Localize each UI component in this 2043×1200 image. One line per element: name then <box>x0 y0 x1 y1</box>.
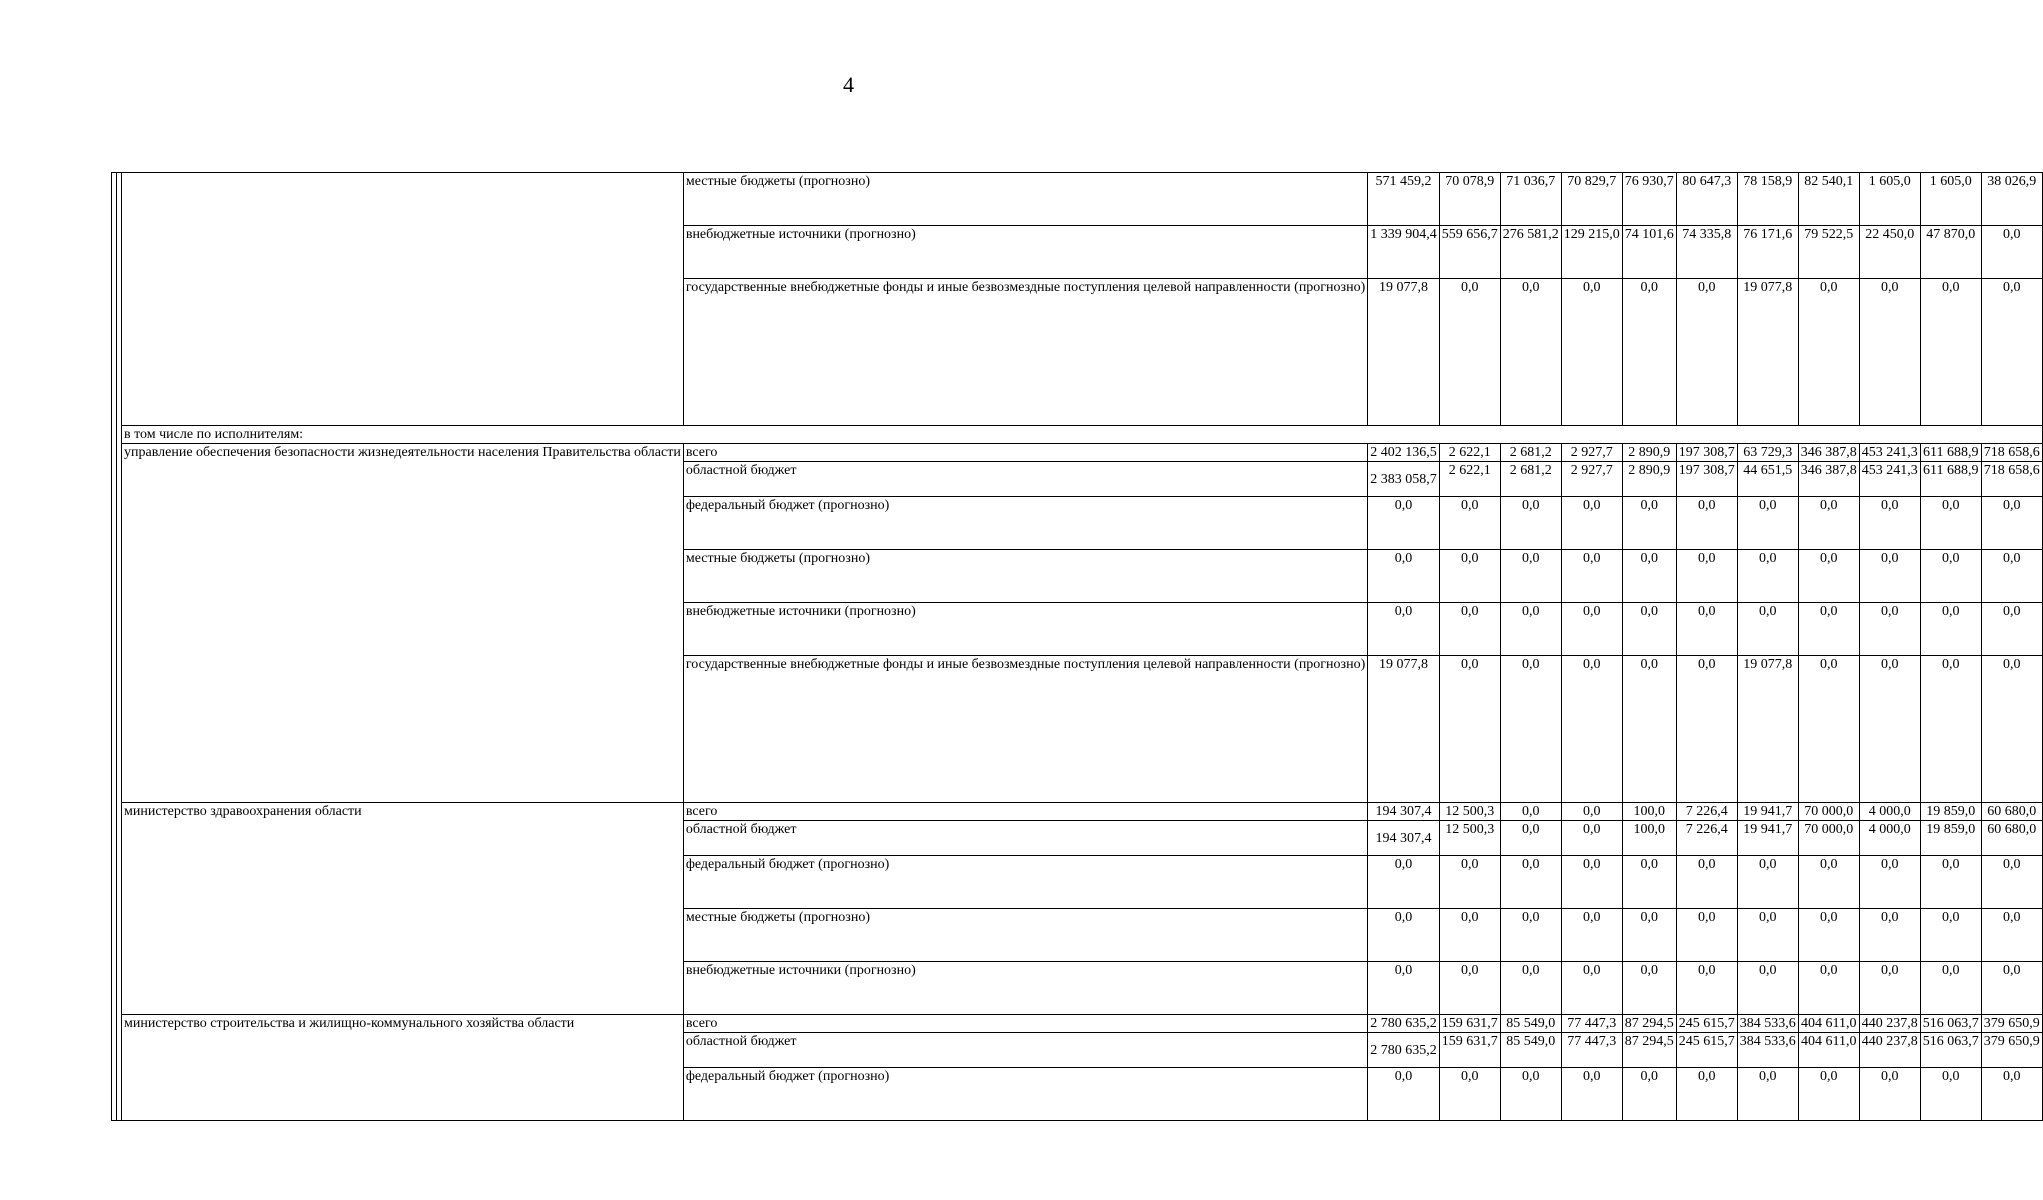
value-cell: 0,0 <box>1920 962 1981 1015</box>
value-cell: 1 605,0 <box>1859 173 1920 226</box>
value-cell: 0,0 <box>1859 856 1920 909</box>
value-cell: 0,0 <box>1981 856 2042 909</box>
value-cell: 0,0 <box>1798 550 1859 603</box>
value-cell: 0,0 <box>1981 909 2042 962</box>
value-cell: 0,0 <box>1798 856 1859 909</box>
funding-source-cell: федеральный бюджет (прогнозно) <box>683 856 1367 909</box>
value-cell: 0,0 <box>1859 909 1920 962</box>
value-cell: 0,0 <box>1676 603 1737 656</box>
value-cell: 44 651,5 <box>1737 462 1798 497</box>
value-cell: 0,0 <box>1561 279 1622 426</box>
value-cell: 19 077,8 <box>1368 279 1440 426</box>
value-cell: 2 780 635,2 <box>1368 1015 1440 1033</box>
value-cell: 1 339 904,4 <box>1368 226 1440 279</box>
value-cell: 0,0 <box>1859 1068 1920 1121</box>
value-cell: 1 605,0 <box>1920 173 1981 226</box>
value-cell: 453 241,3 <box>1859 462 1920 497</box>
value-cell: 70 000,0 <box>1798 803 1859 821</box>
value-cell: 197 308,7 <box>1676 444 1737 462</box>
value-cell: 60 680,0 <box>1981 803 2042 821</box>
value-cell: 22 450,0 <box>1859 226 1920 279</box>
value-cell: 0,0 <box>1920 1068 1981 1121</box>
value-cell: 0,0 <box>1920 909 1981 962</box>
value-cell: 0,0 <box>1737 550 1798 603</box>
funding-source-cell: областной бюджет <box>683 821 1367 856</box>
value-cell: 0,0 <box>1439 550 1500 603</box>
value-cell: 60 680,0 <box>1981 821 2042 856</box>
value-cell: 47 870,0 <box>1920 226 1981 279</box>
value-cell: 346 387,8 <box>1798 444 1859 462</box>
funding-source-cell: федеральный бюджет (прогнозно) <box>683 1068 1367 1121</box>
value-cell: 159 631,7 <box>1439 1015 1500 1033</box>
value-cell: 87 294,5 <box>1622 1033 1676 1068</box>
value-cell: 440 237,8 <box>1859 1033 1920 1068</box>
value-cell: 74 101,6 <box>1622 226 1676 279</box>
value-cell: 0,0 <box>1676 962 1737 1015</box>
value-cell: 0,0 <box>1622 1068 1676 1121</box>
value-cell: 0,0 <box>1981 226 2042 279</box>
value-cell: 379 650,9 <box>1981 1015 2042 1033</box>
value-cell: 0,0 <box>1920 279 1981 426</box>
value-cell: 70 000,0 <box>1798 821 1859 856</box>
value-cell: 2 681,2 <box>1500 462 1561 497</box>
value-cell: 4 000,0 <box>1859 803 1920 821</box>
value-cell: 19 941,7 <box>1737 821 1798 856</box>
value-cell: 404 611,0 <box>1798 1033 1859 1068</box>
value-cell: 0,0 <box>1561 656 1622 803</box>
value-cell: 0,0 <box>1676 909 1737 962</box>
value-cell: 2 890,9 <box>1622 444 1676 462</box>
value-cell: 0,0 <box>1981 656 2042 803</box>
value-cell: 2 681,2 <box>1500 444 1561 462</box>
value-cell: 0,0 <box>1798 279 1859 426</box>
table-row <box>112 173 2043 226</box>
value-cell: 0,0 <box>1859 550 1920 603</box>
value-cell: 19 077,8 <box>1737 279 1798 426</box>
value-cell: 0,0 <box>1500 909 1561 962</box>
value-cell: 0,0 <box>1439 1068 1500 1121</box>
value-cell: 79 522,5 <box>1798 226 1859 279</box>
value-cell: 0,0 <box>1676 1068 1737 1121</box>
value-cell: 0,0 <box>1981 497 2042 550</box>
value-cell: 19 077,8 <box>1737 656 1798 803</box>
funding-source-cell: внебюджетные источники (прогнозно) <box>683 962 1367 1015</box>
value-cell: 0,0 <box>1798 962 1859 1015</box>
value-cell: 76 171,6 <box>1737 226 1798 279</box>
funding-source-cell: внебюджетные источники (прогнозно) <box>683 603 1367 656</box>
value-cell: 4 000,0 <box>1859 821 1920 856</box>
value-cell: 0,0 <box>1500 821 1561 856</box>
value-cell: 611 688,9 <box>1920 462 1981 497</box>
funding-source-cell: всего <box>683 1015 1367 1033</box>
value-cell: 0,0 <box>1798 1068 1859 1121</box>
value-cell: 0,0 <box>1622 909 1676 962</box>
executors-heading: в том числе по исполнителям: <box>122 426 2043 444</box>
value-cell: 718 658,6 <box>1981 462 2042 497</box>
value-cell: 0,0 <box>1920 856 1981 909</box>
value-cell: 19 077,8 <box>1368 656 1440 803</box>
value-cell: 0,0 <box>1439 962 1500 1015</box>
value-cell: 0,0 <box>1981 279 2042 426</box>
value-cell: 0,0 <box>1500 603 1561 656</box>
value-cell: 0,0 <box>1368 603 1440 656</box>
budget-table <box>111 172 2043 1121</box>
value-cell: 0,0 <box>1737 1068 1798 1121</box>
value-cell: 440 237,8 <box>1859 1015 1920 1033</box>
value-cell: 82 540,1 <box>1798 173 1859 226</box>
table-row <box>112 444 2043 462</box>
value-cell: 0,0 <box>1500 962 1561 1015</box>
value-cell: 0,0 <box>1500 497 1561 550</box>
value-cell: 0,0 <box>1622 279 1676 426</box>
value-cell: 0,0 <box>1798 497 1859 550</box>
value-cell: 19 859,0 <box>1920 803 1981 821</box>
value-cell: 38 026,9 <box>1981 173 2042 226</box>
value-cell: 0,0 <box>1737 856 1798 909</box>
value-cell: 245 615,7 <box>1676 1015 1737 1033</box>
table-row <box>112 1015 2043 1033</box>
executor-cell: управление обеспечения безопасности жизнедеятельности населения Правительства области <box>122 444 684 803</box>
value-cell: 0,0 <box>1920 656 1981 803</box>
value-cell: 0,0 <box>1439 856 1500 909</box>
value-cell: 0,0 <box>1676 656 1737 803</box>
value-cell: 0,0 <box>1859 656 1920 803</box>
value-cell: 0,0 <box>1737 909 1798 962</box>
value-cell: 77 447,3 <box>1561 1033 1622 1068</box>
value-cell: 194 307,4 <box>1368 803 1440 821</box>
value-cell: 0,0 <box>1561 603 1622 656</box>
value-cell: 0,0 <box>1561 821 1622 856</box>
table-row <box>112 803 2043 821</box>
value-cell: 100,0 <box>1622 803 1676 821</box>
value-cell: 0,0 <box>1500 656 1561 803</box>
value-cell: 0,0 <box>1439 909 1500 962</box>
funding-source-cell: всего <box>683 803 1367 821</box>
value-cell: 611 688,9 <box>1920 444 1981 462</box>
value-cell: 0,0 <box>1981 550 2042 603</box>
value-cell: 80 647,3 <box>1676 173 1737 226</box>
value-cell: 74 335,8 <box>1676 226 1737 279</box>
value-cell: 0,0 <box>1622 962 1676 1015</box>
value-cell: 0,0 <box>1981 1068 2042 1121</box>
value-cell: 0,0 <box>1500 279 1561 426</box>
value-cell: 0,0 <box>1798 603 1859 656</box>
value-cell: 453 241,3 <box>1859 444 1920 462</box>
value-cell: 159 631,7 <box>1439 1033 1500 1068</box>
value-cell: 0,0 <box>1439 603 1500 656</box>
funding-source-cell: федеральный бюджет (прогнозно) <box>683 497 1367 550</box>
value-cell: 516 063,7 <box>1920 1033 1981 1068</box>
value-cell: 0,0 <box>1859 497 1920 550</box>
value-cell: 70 829,7 <box>1561 173 1622 226</box>
value-cell: 0,0 <box>1561 803 1622 821</box>
value-cell: 718 658,6 <box>1981 444 2042 462</box>
value-cell: 0,0 <box>1676 497 1737 550</box>
funding-source-cell: государственные внебюджетные фонды и иные безвозмездные поступления целевой направленности (прогнозно) <box>683 656 1367 803</box>
executor-cell: министерство строительства и жилищно-коммунального хозяйства области <box>122 1015 684 1121</box>
value-cell: 19 941,7 <box>1737 803 1798 821</box>
value-cell: 571 459,2 <box>1368 173 1440 226</box>
value-cell: 194 307,4 <box>1368 821 1440 856</box>
value-cell: 346 387,8 <box>1798 462 1859 497</box>
value-cell: 87 294,5 <box>1622 1015 1676 1033</box>
value-cell: 0,0 <box>1561 1068 1622 1121</box>
value-cell: 2 780 635,2 <box>1368 1033 1440 1068</box>
value-cell: 129 215,0 <box>1561 226 1622 279</box>
value-cell: 0,0 <box>1368 909 1440 962</box>
value-cell: 70 078,9 <box>1439 173 1500 226</box>
value-cell: 76 930,7 <box>1622 173 1676 226</box>
executor-cell <box>122 173 684 426</box>
value-cell: 85 549,0 <box>1500 1033 1561 1068</box>
value-cell: 2 402 136,5 <box>1368 444 1440 462</box>
funding-source-cell: местные бюджеты (прогнозно) <box>683 909 1367 962</box>
value-cell: 0,0 <box>1981 603 2042 656</box>
value-cell: 0,0 <box>1859 603 1920 656</box>
value-cell: 0,0 <box>1368 497 1440 550</box>
funding-source-cell: всего <box>683 444 1367 462</box>
value-cell: 559 656,7 <box>1439 226 1500 279</box>
value-cell: 0,0 <box>1368 550 1440 603</box>
value-cell: 78 158,9 <box>1737 173 1798 226</box>
value-cell: 12 500,3 <box>1439 803 1500 821</box>
value-cell: 516 063,7 <box>1920 1015 1981 1033</box>
page-number: 4 <box>843 72 854 97</box>
value-cell: 0,0 <box>1737 603 1798 656</box>
value-cell: 2 927,7 <box>1561 444 1622 462</box>
value-cell: 0,0 <box>1920 497 1981 550</box>
value-cell: 0,0 <box>1561 962 1622 1015</box>
value-cell: 0,0 <box>1500 1068 1561 1121</box>
value-cell: 0,0 <box>1737 962 1798 1015</box>
value-cell: 0,0 <box>1676 856 1737 909</box>
value-cell: 2 890,9 <box>1622 462 1676 497</box>
value-cell: 85 549,0 <box>1500 1015 1561 1033</box>
value-cell: 0,0 <box>1561 550 1622 603</box>
value-cell: 0,0 <box>1439 497 1500 550</box>
value-cell: 19 859,0 <box>1920 821 1981 856</box>
value-cell: 0,0 <box>1500 550 1561 603</box>
funding-source-cell: государственные внебюджетные фонды и иные безвозмездные поступления целевой направленности (прогнозно) <box>683 279 1367 426</box>
value-cell: 0,0 <box>1368 856 1440 909</box>
value-cell: 7 226,4 <box>1676 803 1737 821</box>
value-cell: 245 615,7 <box>1676 1033 1737 1068</box>
value-cell: 0,0 <box>1859 962 1920 1015</box>
value-cell: 384 533,6 <box>1737 1015 1798 1033</box>
value-cell: 2 622,1 <box>1439 462 1500 497</box>
funding-source-cell: внебюджетные источники (прогнозно) <box>683 226 1367 279</box>
value-cell: 2 622,1 <box>1439 444 1500 462</box>
value-cell: 0,0 <box>1622 497 1676 550</box>
value-cell: 100,0 <box>1622 821 1676 856</box>
value-cell: 0,0 <box>1368 1068 1440 1121</box>
value-cell: 0,0 <box>1500 803 1561 821</box>
funding-source-cell: областной бюджет <box>683 462 1367 497</box>
value-cell: 197 308,7 <box>1676 462 1737 497</box>
value-cell: 0,0 <box>1920 603 1981 656</box>
value-cell: 7 226,4 <box>1676 821 1737 856</box>
value-cell: 0,0 <box>1981 962 2042 1015</box>
value-cell: 379 650,9 <box>1981 1033 2042 1068</box>
value-cell: 0,0 <box>1500 856 1561 909</box>
value-cell: 0,0 <box>1920 550 1981 603</box>
value-cell: 384 533,6 <box>1737 1033 1798 1068</box>
executor-cell: министерство здравоохранения области <box>122 803 684 1015</box>
value-cell: 0,0 <box>1561 909 1622 962</box>
value-cell: 0,0 <box>1676 550 1737 603</box>
value-cell: 12 500,3 <box>1439 821 1500 856</box>
value-cell: 0,0 <box>1561 856 1622 909</box>
funding-source-cell: местные бюджеты (прогнозно) <box>683 173 1367 226</box>
value-cell: 0,0 <box>1439 656 1500 803</box>
value-cell: 71 036,7 <box>1500 173 1561 226</box>
value-cell: 77 447,3 <box>1561 1015 1622 1033</box>
value-cell: 0,0 <box>1859 279 1920 426</box>
funding-source-cell: областной бюджет <box>683 1033 1367 1068</box>
value-cell: 2 927,7 <box>1561 462 1622 497</box>
value-cell: 0,0 <box>1561 497 1622 550</box>
funding-source-cell: местные бюджеты (прогнозно) <box>683 550 1367 603</box>
value-cell: 63 729,3 <box>1737 444 1798 462</box>
table-row <box>112 426 2043 444</box>
value-cell: 0,0 <box>1622 603 1676 656</box>
value-cell: 404 611,0 <box>1798 1015 1859 1033</box>
value-cell: 0,0 <box>1368 962 1440 1015</box>
value-cell: 0,0 <box>1622 550 1676 603</box>
value-cell: 2 383 058,7 <box>1368 462 1440 497</box>
value-cell: 0,0 <box>1622 856 1676 909</box>
value-cell: 0,0 <box>1798 909 1859 962</box>
value-cell: 0,0 <box>1737 497 1798 550</box>
value-cell: 276 581,2 <box>1500 226 1561 279</box>
value-cell: 0,0 <box>1798 656 1859 803</box>
value-cell: 0,0 <box>1676 279 1737 426</box>
value-cell: 0,0 <box>1439 279 1500 426</box>
value-cell: 0,0 <box>1622 656 1676 803</box>
